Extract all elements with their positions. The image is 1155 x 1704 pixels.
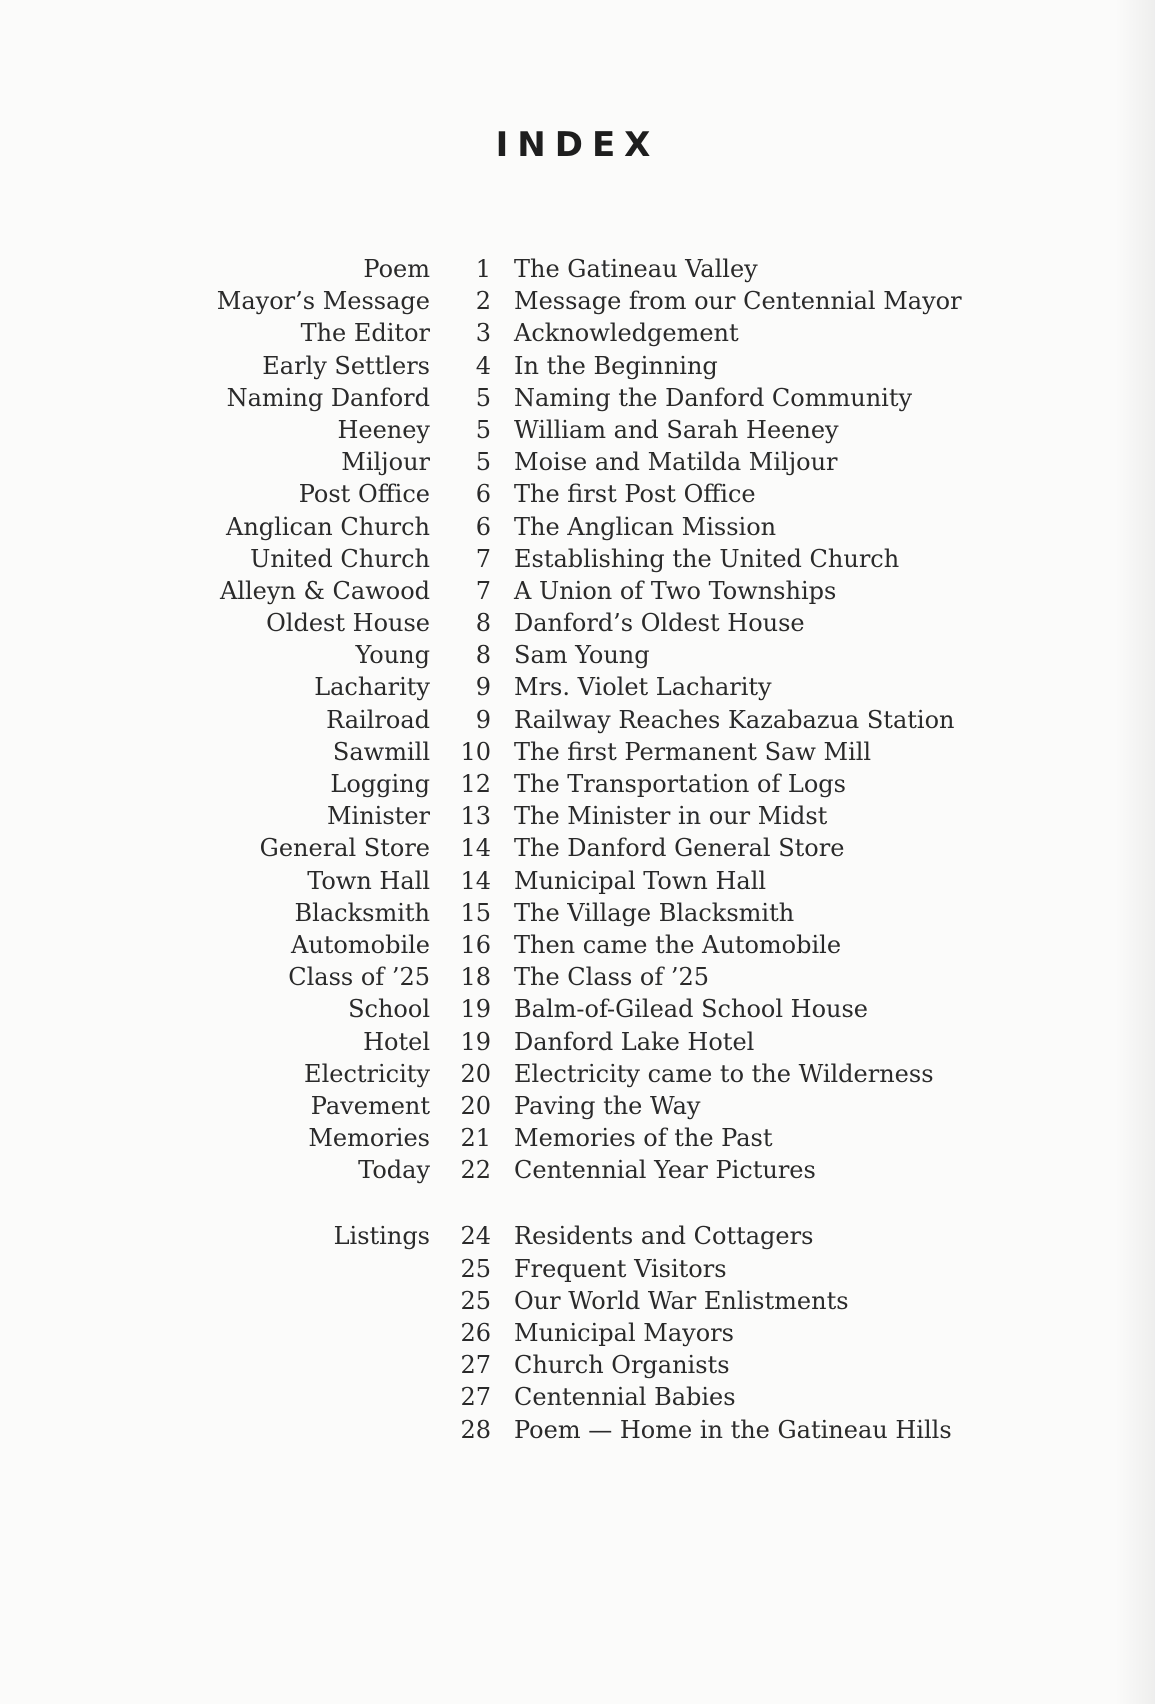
entry-title: Centennial Year Pictures xyxy=(514,1156,816,1185)
entry-title: Frequent Visitors xyxy=(514,1254,727,1283)
entry-page-number: 21 xyxy=(460,1124,491,1153)
entry-page-number: 5 xyxy=(475,383,491,412)
entry-short-label: Logging xyxy=(330,770,430,798)
entry-short-label: Heeney xyxy=(337,415,430,444)
entry-page-number: 18 xyxy=(460,963,491,992)
entry-page-number: 19 xyxy=(460,995,491,1024)
entry-title: The Village Blacksmith xyxy=(514,898,795,927)
entry-title: Electricity came to the Wilderness xyxy=(514,1059,934,1088)
entry-title: Memories of the Past xyxy=(514,1124,773,1153)
entry-page-number: 10 xyxy=(460,737,491,766)
entry-title: The first Post Office xyxy=(514,480,756,509)
entry-page-number: 9 xyxy=(475,673,491,702)
entry-title: Residents and Cottagers xyxy=(514,1222,814,1251)
entry-page-number: 27 xyxy=(460,1351,491,1380)
entry-page-number: 2 xyxy=(475,287,491,316)
entry-page-number: 14 xyxy=(460,866,491,895)
entry-page-number: 7 xyxy=(475,544,491,573)
entry-short-label: Automobile xyxy=(290,930,430,959)
index-entry xyxy=(0,1154,1155,1186)
entry-page-number: 8 xyxy=(475,609,491,638)
index-entry xyxy=(0,1253,1155,1285)
index-entry xyxy=(0,414,1155,446)
entry-short-label: Today xyxy=(358,1156,430,1185)
index-entry xyxy=(0,253,1155,285)
entry-title: Paving the Way xyxy=(514,1091,701,1120)
index-entry xyxy=(0,768,1155,800)
entry-short-label: Electricity xyxy=(304,1059,430,1088)
entry-page-number: 9 xyxy=(475,705,491,734)
entry-page-number: 22 xyxy=(460,1156,491,1185)
index-entry xyxy=(0,1058,1155,1090)
entry-page-number: 6 xyxy=(475,512,491,541)
entry-title: The Anglican Mission xyxy=(514,512,777,541)
page-title: INDEX xyxy=(495,125,660,165)
index-entry xyxy=(0,1285,1155,1317)
entry-short-label: Anglican Church xyxy=(226,512,430,541)
entry-title: Our World War Enlistments xyxy=(514,1286,849,1315)
entry-short-label: Town Hall xyxy=(307,866,430,895)
entry-page-number: 20 xyxy=(460,1091,491,1120)
index-entry xyxy=(0,704,1155,736)
entry-title: Municipal Town Hall xyxy=(514,866,767,895)
entry-short-label: Alleyn & Cawood xyxy=(220,576,430,605)
entry-page-number: 1 xyxy=(475,255,491,283)
entry-short-label: The Editor xyxy=(300,319,430,348)
entry-short-label: School xyxy=(348,995,430,1024)
entry-page-number: 19 xyxy=(460,1027,491,1056)
index-entry xyxy=(0,671,1155,703)
entry-short-label: Blacksmith xyxy=(294,898,430,927)
entry-page-number: 6 xyxy=(475,480,491,509)
index-entry xyxy=(0,543,1155,575)
entry-page-number: 15 xyxy=(460,898,491,927)
index-entry xyxy=(0,317,1155,349)
entry-page-number: 12 xyxy=(460,770,491,798)
entry-short-label: Sawmill xyxy=(332,737,430,766)
entry-title: Naming the Danford Community xyxy=(514,383,913,412)
index-entry xyxy=(0,1122,1155,1154)
entry-short-label: Listings xyxy=(333,1222,430,1251)
entry-title: Mrs. Violet Lacharity xyxy=(514,673,772,702)
entry-page-number: 20 xyxy=(460,1059,491,1088)
entry-title: Sam Young xyxy=(514,641,650,670)
entry-title: William and Sarah Heeney xyxy=(514,415,839,444)
index-entry xyxy=(0,350,1155,382)
entry-title: The Danford General Store xyxy=(514,834,845,863)
index-entry xyxy=(0,865,1155,897)
entry-short-label: General Store xyxy=(259,834,430,863)
entry-title: Moise and Matilda Miljour xyxy=(514,448,838,477)
entry-page-number: 7 xyxy=(475,576,491,605)
entry-title: Message from our Centennial Mayor xyxy=(514,287,962,316)
index-entry xyxy=(0,736,1155,768)
entry-title: The Transportation of Logs xyxy=(514,770,846,798)
entry-title: The first Permanent Saw Mill xyxy=(514,737,872,766)
entry-page-number: 24 xyxy=(460,1222,491,1251)
entry-short-label: Young xyxy=(355,641,430,670)
entry-short-label: United Church xyxy=(250,544,430,573)
index-entry xyxy=(0,1414,1155,1446)
entry-short-label: Oldest House xyxy=(266,609,430,638)
index-entry xyxy=(0,832,1155,864)
entry-short-label: Railroad xyxy=(326,705,430,734)
entry-title: Establishing the United Church xyxy=(514,544,900,573)
entry-page-number: 14 xyxy=(460,834,491,863)
entry-title: Balm-of-Gilead School House xyxy=(514,995,868,1024)
index-entry xyxy=(0,639,1155,671)
entry-title: Danford’s Oldest House xyxy=(514,609,805,638)
index-entry xyxy=(0,800,1155,832)
entry-short-label: Lacharity xyxy=(314,673,430,702)
index-list xyxy=(0,253,1155,1446)
entry-page-number: 26 xyxy=(460,1319,491,1347)
entry-page-number: 28 xyxy=(460,1415,491,1444)
index-entry xyxy=(0,897,1155,929)
index-entry xyxy=(0,961,1155,993)
index-entry xyxy=(0,993,1155,1025)
entry-short-label: Minister xyxy=(326,802,430,831)
entry-title: Municipal Mayors xyxy=(514,1319,734,1347)
entry-page-number: 27 xyxy=(460,1383,491,1412)
entry-page-number: 8 xyxy=(475,641,491,670)
entry-short-label: Pavement xyxy=(310,1091,430,1120)
entry-title: Church Organists xyxy=(514,1351,730,1380)
index-entry xyxy=(0,1090,1155,1122)
index-entry xyxy=(0,478,1155,510)
index-entry xyxy=(0,575,1155,607)
index-entry xyxy=(0,1220,1155,1252)
entry-short-label: Poem xyxy=(363,255,430,283)
entry-title: Danford Lake Hotel xyxy=(514,1027,755,1056)
index-entry xyxy=(0,285,1155,317)
entry-title: A Union of Two Townships xyxy=(514,576,837,605)
entry-page-number: 4 xyxy=(475,351,491,380)
entry-page-number: 25 xyxy=(460,1254,491,1283)
index-entry xyxy=(0,1349,1155,1381)
entry-short-label: Post Office xyxy=(298,480,430,509)
entry-title: In the Beginning xyxy=(514,351,718,380)
entry-short-label: Naming Danford xyxy=(226,383,430,412)
index-entry xyxy=(0,511,1155,543)
entry-page-number: 25 xyxy=(460,1286,491,1315)
entry-title: Poem — Home in the Gatineau Hills xyxy=(514,1415,952,1444)
entry-title: Acknowledgement xyxy=(514,319,739,348)
entry-short-label: Hotel xyxy=(363,1027,430,1056)
index-entry xyxy=(0,1381,1155,1413)
entry-short-label: Mayor’s Message xyxy=(216,287,430,316)
index-entry xyxy=(0,382,1155,414)
entry-title: Railway Reaches Kazabazua Station xyxy=(514,705,955,734)
index-entry xyxy=(0,1317,1155,1349)
entry-page-number: 5 xyxy=(475,415,491,444)
index-entry xyxy=(0,929,1155,961)
entry-short-label: Miljour xyxy=(341,448,430,477)
entry-page-number: 13 xyxy=(460,802,491,831)
entry-title: Centennial Babies xyxy=(514,1383,736,1412)
entry-page-number: 16 xyxy=(460,930,491,959)
entry-title: Then came the Automobile xyxy=(514,930,842,959)
entry-title: The Minister in our Midst xyxy=(514,802,828,831)
entry-page-number: 5 xyxy=(475,448,491,477)
entry-short-label: Early Settlers xyxy=(262,351,430,380)
index-entry xyxy=(0,446,1155,478)
index-entry xyxy=(0,1026,1155,1058)
entry-page-number: 3 xyxy=(475,319,491,348)
entry-short-label: Memories xyxy=(308,1124,430,1153)
index-entry xyxy=(0,607,1155,639)
entry-title: The Class of ’25 xyxy=(514,963,710,992)
entry-short-label: Class of ’25 xyxy=(288,963,430,992)
entry-title: The Gatineau Valley xyxy=(514,255,758,283)
